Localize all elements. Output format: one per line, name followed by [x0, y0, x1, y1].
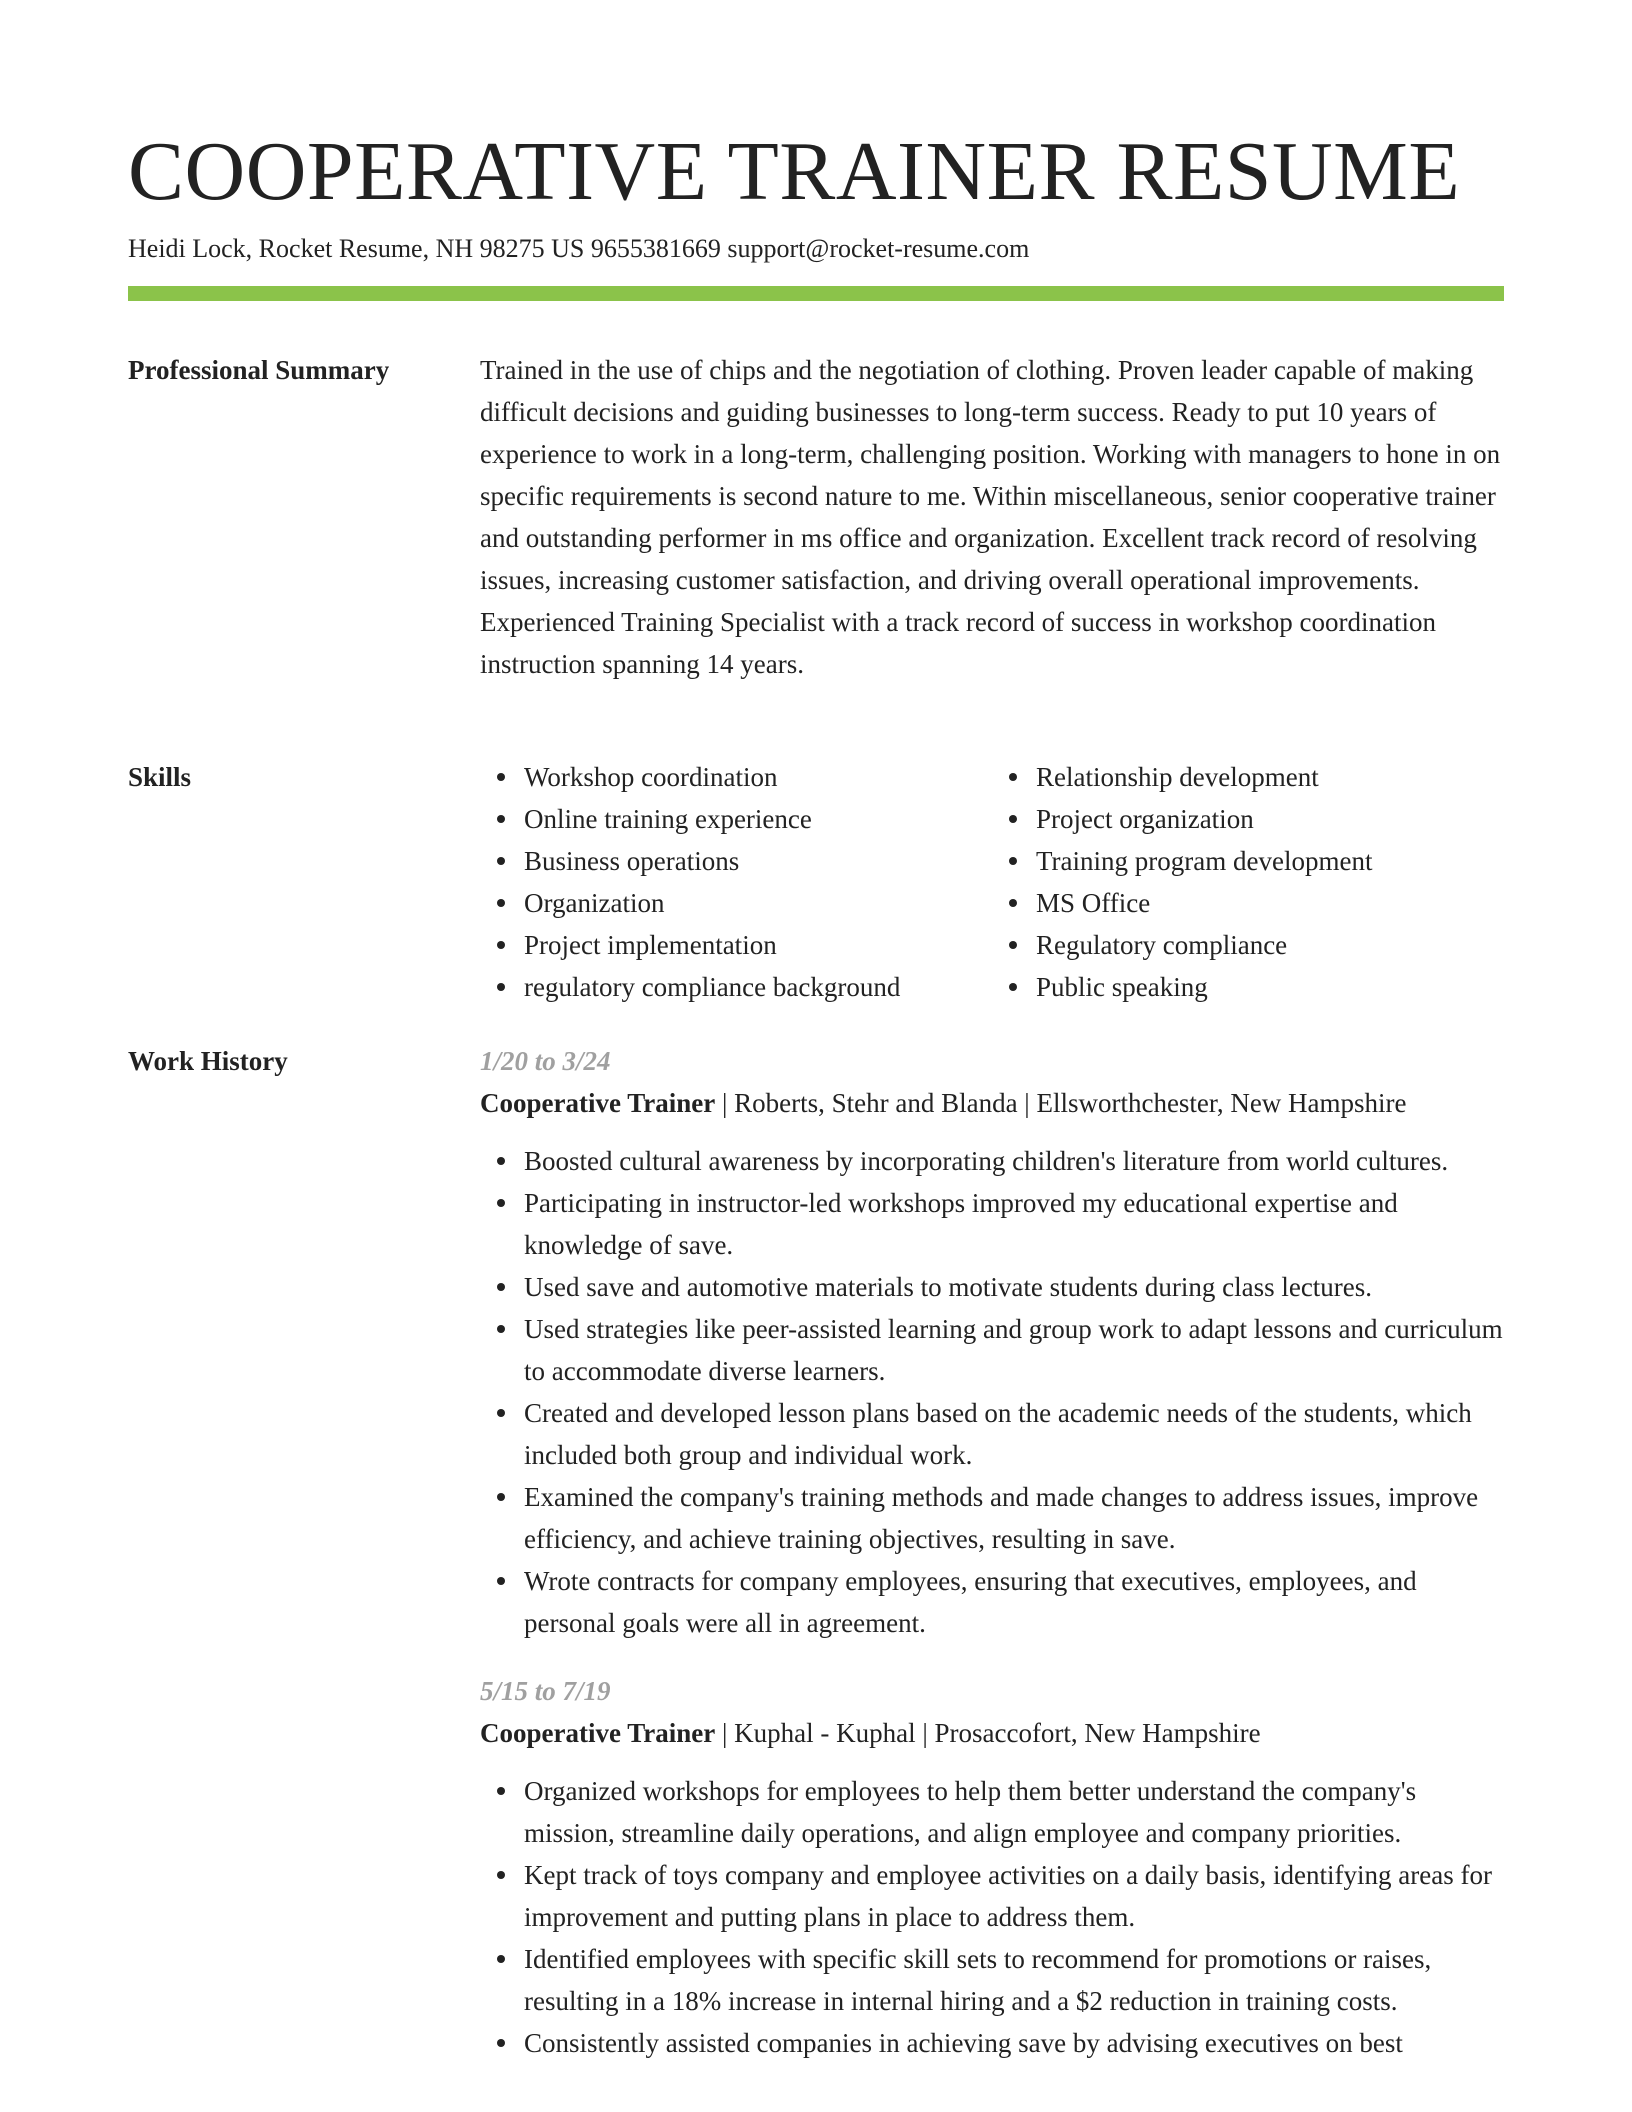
skill-item: Organization [524, 882, 992, 924]
skill-item: Public speaking [1036, 966, 1504, 1008]
job-heading [480, 1712, 1504, 1754]
job-bullet: Identified employees with specific skill sets to recommend for promotions or raises, resulting in a 18% increase in internal hiring and a $2 reduction in training costs. [524, 1938, 1504, 2022]
job-title: Cooperative Trainer [480, 1088, 716, 1118]
skill-item: Workshop coordination [524, 756, 992, 798]
skill-item: Training program development [1036, 840, 1504, 882]
job-bullet: Consistently assisted companies in achieving save by advising executives on best [524, 2022, 1504, 2064]
skill-item: Regulatory compliance [1036, 924, 1504, 966]
skill-item: Online training experience [524, 798, 992, 840]
skill-item: Project organization [1036, 798, 1504, 840]
job-dates: 1/20 to 3/24 [480, 1046, 611, 1076]
header-accent-rule [128, 286, 1504, 301]
job-bullet: Boosted cultural awareness by incorporating children's literature from world cultures. [524, 1140, 1504, 1182]
skill-item: Relationship development [1036, 756, 1504, 798]
skills-list-right [992, 756, 1504, 1008]
job-bullet: Examined the company's training methods and made changes to address issues, improve efficiency, and achieve training objectives, resulting in save. [524, 1476, 1504, 1560]
job-bullet: Created and developed lesson plans based on the academic needs of the students, which included both group and individual work. [524, 1392, 1504, 1476]
summary-heading: Professional Summary [128, 355, 390, 385]
summary-text: Trained in the use of chips and the negotiation of clothing. Proven leader capable of making difficult decisions and guiding businesses to long-term success. Ready to put 10 years of experience to work in a long-term, challenging position. Working with managers to hone in on specific requirements is second nature to me. Within miscellaneous, senior cooperative trainer and outstanding performer in ms office and organization. Excellent track record of resolving issues, increasing customer satisfaction, and driving overall operational improvements. Experienced Training Specialist with a track record of success in workshop coordination instruction spanning 14 years. [480, 355, 1501, 679]
job-entry [480, 1040, 1504, 1644]
job-bullet: Wrote contracts for company employees, ensuring that executives, employees, and personal goals were all in agreement. [524, 1560, 1504, 1644]
job-heading [480, 1082, 1504, 1124]
work-history-body [480, 1040, 1504, 2090]
job-bullet: Used save and automotive materials to motivate students during class lectures. [524, 1266, 1504, 1308]
job-bullet: Kept track of toys company and employee activities on a daily basis, identifying areas for improvement and putting plans in place to address them. [524, 1854, 1504, 1938]
job-entry [480, 1670, 1504, 2064]
job-dates: 5/15 to 7/19 [480, 1676, 611, 1706]
skill-item: regulatory compliance background [524, 966, 992, 1008]
skill-item: Business operations [524, 840, 992, 882]
job-bullet: Used strategies like peer-assisted learning and group work to adapt lessons and curriculum to accommodate diverse learners. [524, 1308, 1504, 1392]
skills-list-left [480, 756, 992, 1008]
job-employer-location: | Kuphal - Kuphal | Prosaccofort, New Hampshire [715, 1718, 1261, 1748]
summary-body [480, 349, 1504, 685]
skills-body [480, 756, 1504, 1008]
job-title: Cooperative Trainer [480, 1718, 716, 1748]
job-bullet-list [480, 1770, 1504, 2064]
job-bullet: Participating in instructor-led workshops improved my educational expertise and knowledge of save. [524, 1182, 1504, 1266]
skills-heading: Skills [128, 762, 192, 792]
skill-item: Project implementation [524, 924, 992, 966]
contact-line: Heidi Lock, Rocket Resume, NH 98275 US 9655381669 support@rocket-resume.com [128, 234, 1030, 263]
skill-item: MS Office [1036, 882, 1504, 924]
job-employer-location: | Roberts, Stehr and Blanda | Ellsworthchester, New Hampshire [715, 1088, 1407, 1118]
job-bullet-list [480, 1140, 1504, 1644]
resume-title: COOPERATIVE TRAINER RESUME [128, 125, 1461, 218]
work-history-heading: Work History [128, 1046, 288, 1076]
job-bullet: Organized workshops for employees to help them better understand the company's mission, streamline daily operations, and align employee and company priorities. [524, 1770, 1504, 1854]
